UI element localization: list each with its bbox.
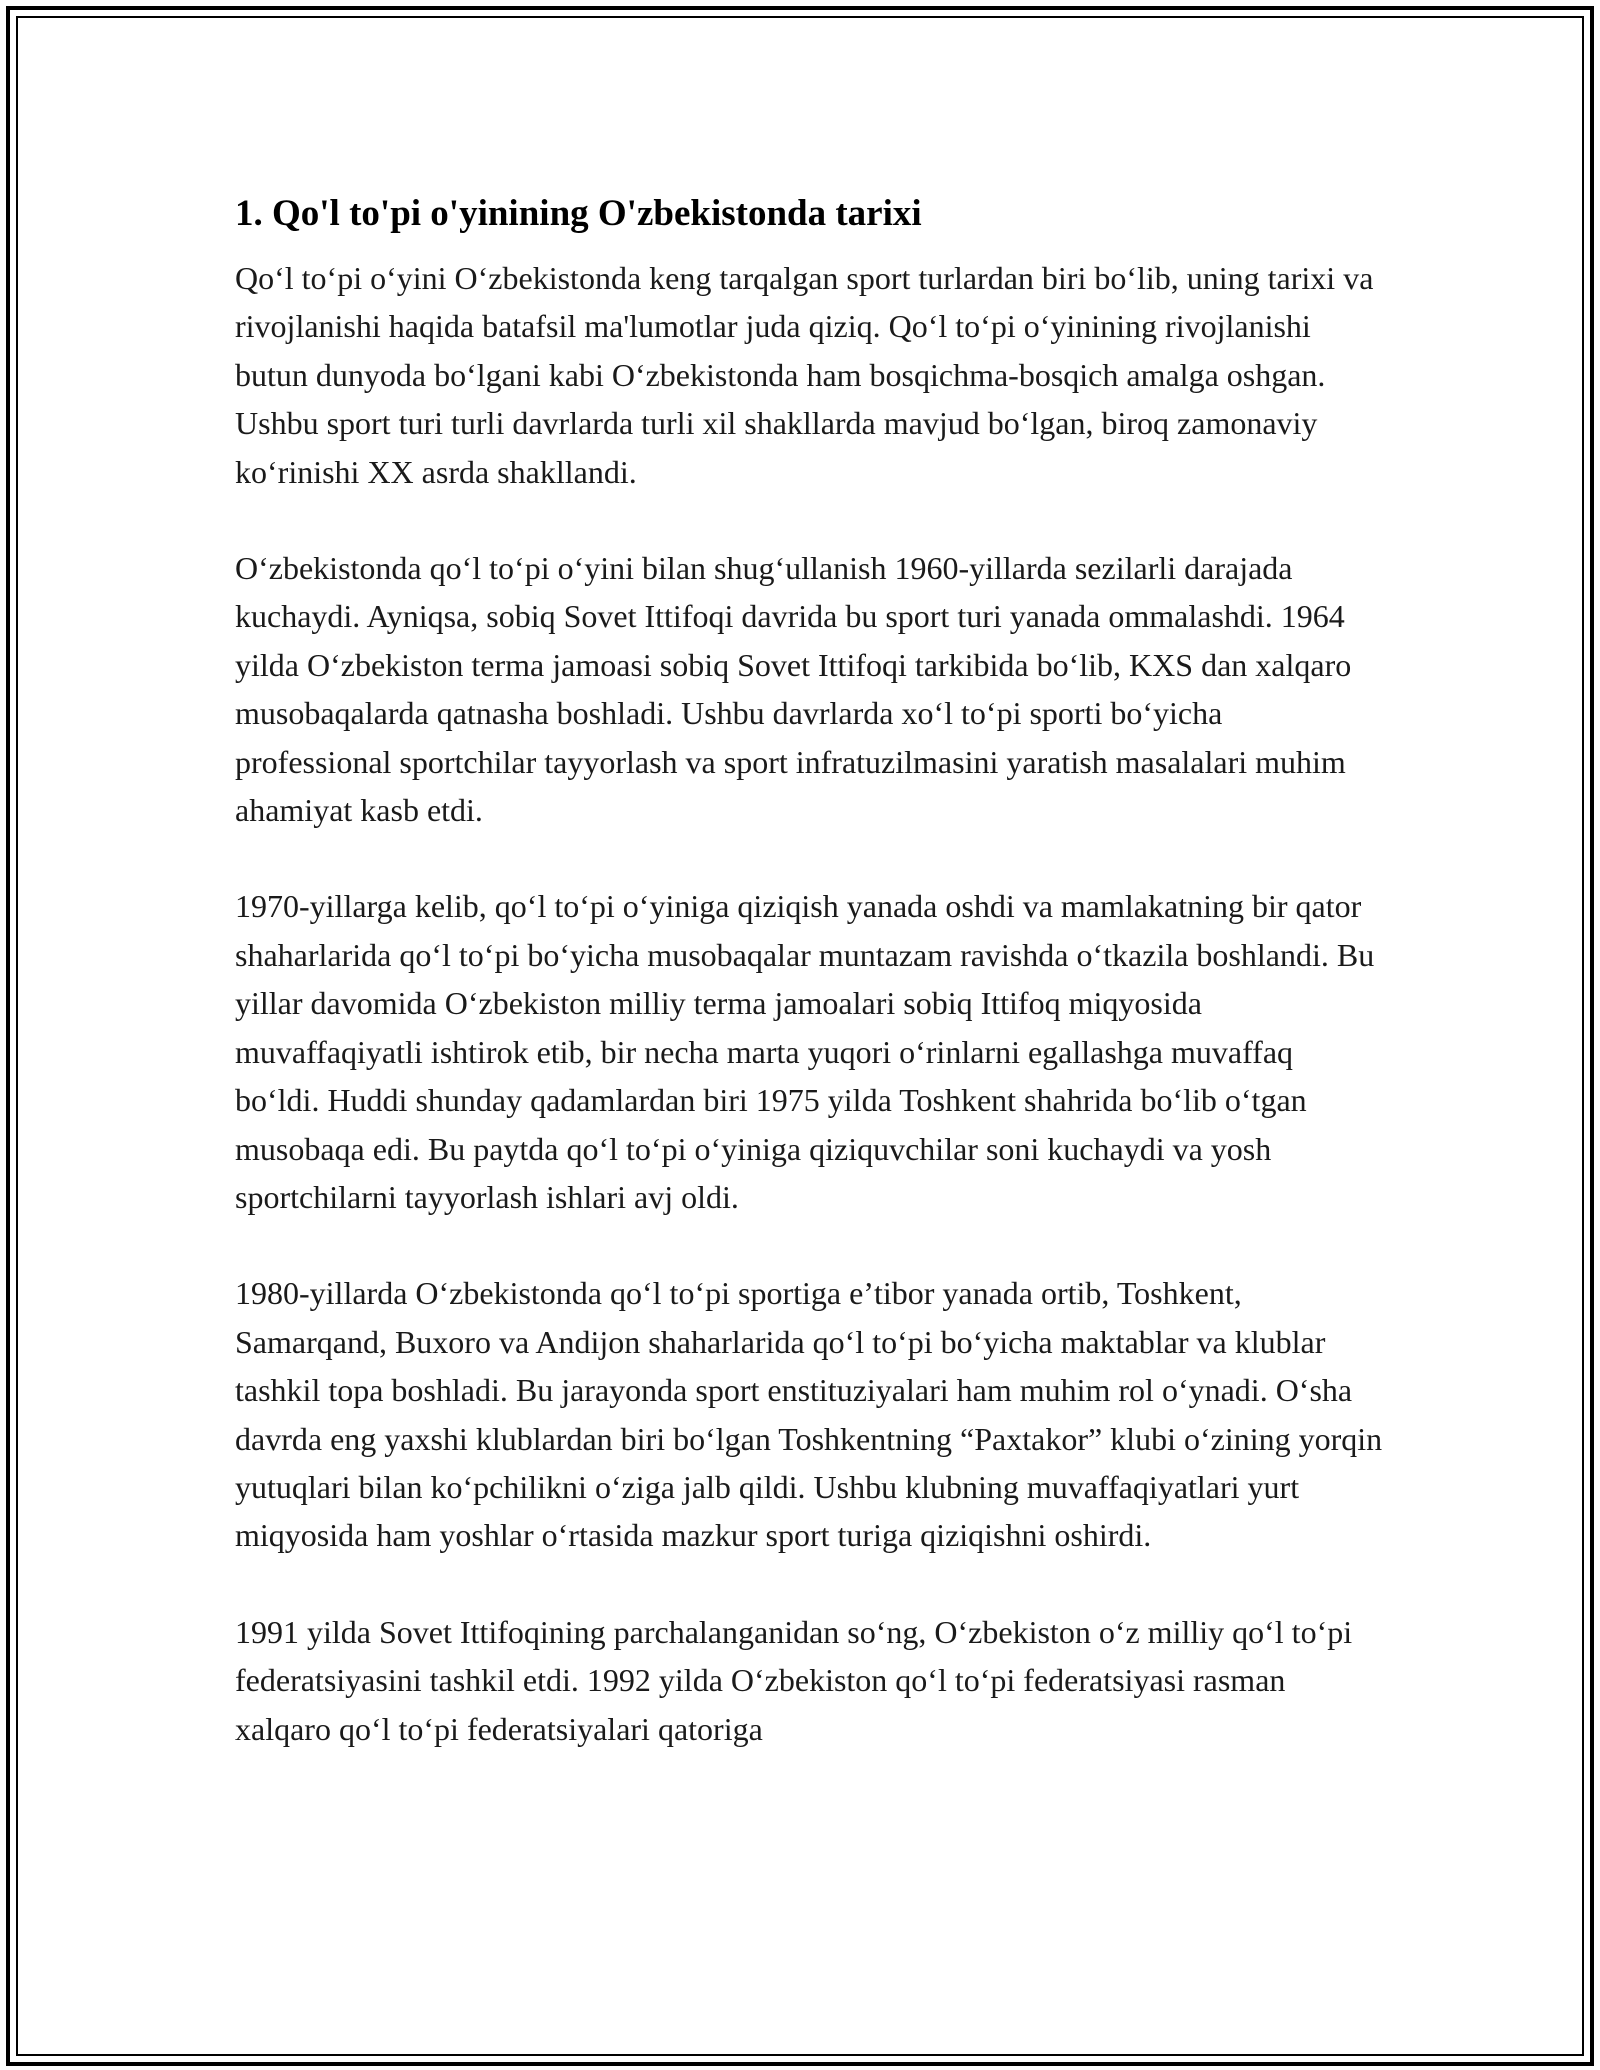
section-heading: 1. Qo'l to'pi o'yinining O'zbekistonda tarixi xyxy=(235,193,922,234)
document-body xyxy=(235,188,1385,1801)
paragraph-4: 1980-yillarda Oʻzbekistonda qoʻl toʻpi sportiga eʼtibor yanada ortib, Toshkent, Samarqand, Buxoro va Andijon shaharlarida qoʻl toʻpi boʻyicha maktablar va klublar tashkil topa boshladi. Bu jarayonda sport enstituziyalari ham muhim rol oʻynadi. Oʻsha davrda eng yaxshi klublardan biri boʻlgan Toshkentning “Paxtakor” klubi oʻzining yorqin yutuqlari bilan koʻpchilikni oʻziga jalb qildi. Ushbu klubning muvaffaqiyatlari yurt miqyosida ham yoshlar oʻrtasida mazkur sport turiga qiziqishni oshirdi. xyxy=(235,1275,1383,1554)
paragraph-2: Oʻzbekistonda qoʻl toʻpi oʻyini bilan shugʻullanish 1960-yillarda sezilarli darajada kuchaydi. Ayniqsa, sobiq Sovet Ittifoqi davrida bu sport turi yanada ommalashdi. 1964 yilda Oʻzbekiston terma jamoasi sobiq Sovet Ittifoqi tarkibida boʻlib, KXS dan xalqaro musobaqalarda qatnasha boshladi. Ushbu davrlarda xoʻl toʻpi sporti boʻyicha professional sportchilar tayyorlash va sport infratuzilmasini yaratish masalalari muhim ahamiyat kasb etdi. xyxy=(235,550,1352,829)
paragraph-3: 1970-yillarga kelib, qoʻl toʻpi oʻyiniga qiziqish yanada oshdi va mamlakatning bir qator shaharlarida qoʻl toʻpi boʻyicha musobaqalar muntazam ravishda oʻtkazila boshlandi. Bu yillar davomida Oʻzbekiston milliy terma jamoalari sobiq Ittifoq miqyosida muvaffaqiyatli ishtirok etib, bir necha marta yuqori oʻrinlarni egallashga muvaffaq boʻldi. Huddi shunday qadamlardan biri 1975 yilda Toshkent shahrida boʻlib oʻtgan musobaqa edi. Bu paytda qoʻl toʻpi oʻyiniga qiziquvchilar soni kuchaydi va yosh sportchilarni tayyorlash ishlari avj oldi. xyxy=(235,888,1375,1215)
paragraph-1: Qoʻl toʻpi oʻyini Oʻzbekistonda keng tarqalgan sport turlardan biri boʻlib, uning tarixi va rivojlanishi haqida batafsil ma'lumotlar juda qiziq. Qoʻl toʻpi oʻyinining rivojlanishi butun dunyoda boʻlgani kabi Oʻzbekistonda ham bosqichma-bosqich amalga oshgan. Ushbu sport turi turli davrlarda turli xil shakllarda mavjud boʻlgan, biroq zamonaviy koʻrinishi XX asrda shakllandi. xyxy=(235,260,1374,490)
paragraph-5: 1991 yilda Sovet Ittifoqining parchalanganidan soʻng, Oʻzbekiston oʻz milliy qoʻl toʻpi federatsiyasini tashkil etdi. 1992 yilda Oʻzbekiston qoʻl toʻpi federatsiyasi rasman xalqaro qoʻl toʻpi federatsiyalari qatoriga xyxy=(235,1613,1353,1747)
